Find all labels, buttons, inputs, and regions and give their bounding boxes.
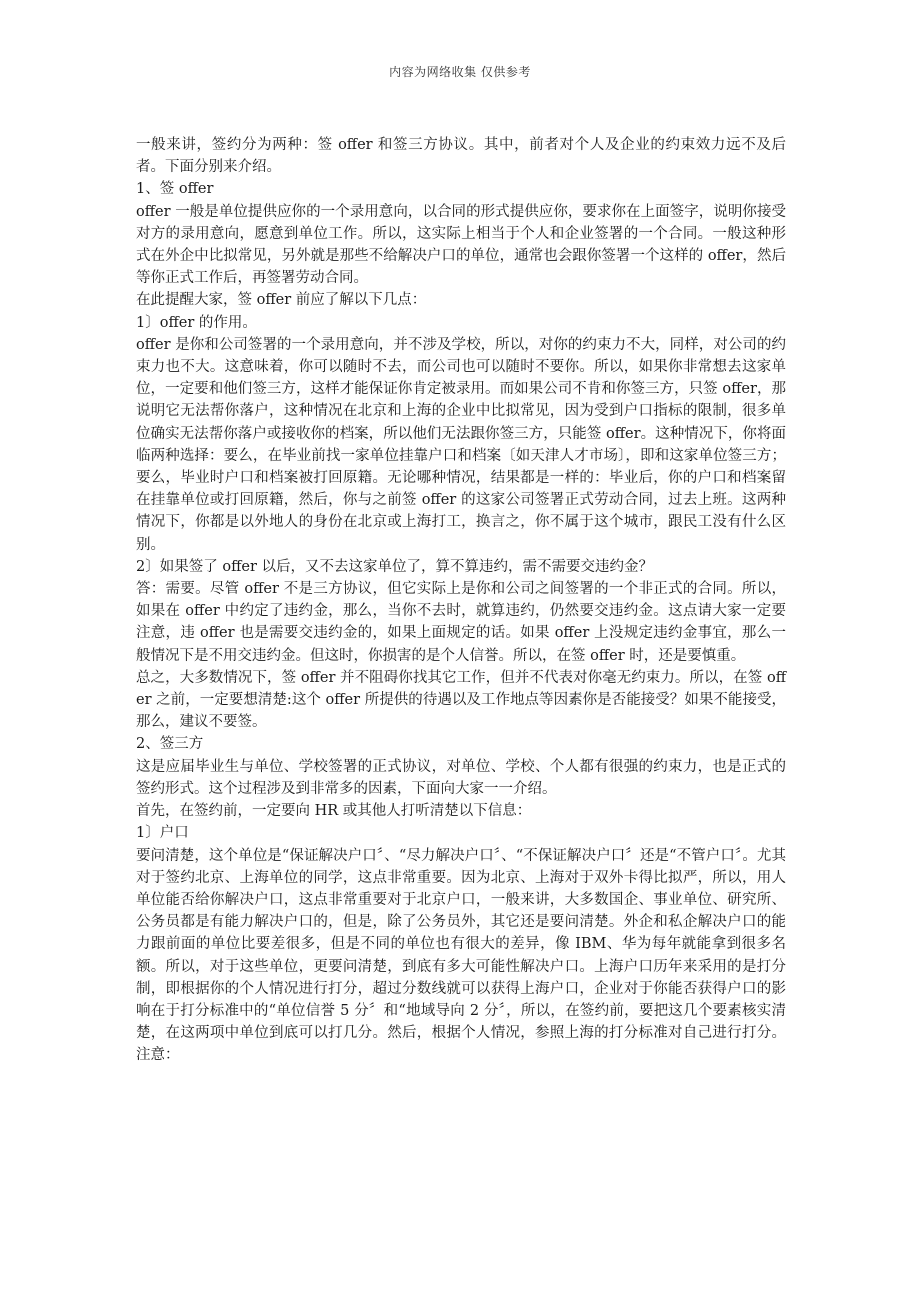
- paragraph-tripartite-definition: 这是应届毕业生与单位、学校签署的正式协议，对单位、学校、个人都有很强的约束力，也是正式的签约形式。这个过程涉及到非常多的因素，下面向大家一一介绍。: [136, 758, 786, 797]
- page-header: 内容为网络收集 仅供参考: [389, 65, 531, 79]
- section-heading-tripartite: 2、签三方: [136, 736, 204, 753]
- paragraph-offer-reminder: 在此提醒大家，签 offer 前应了解以下几点：: [136, 292, 427, 309]
- paragraph-offer-summary: 总之，大多数情况下，签 offer 并不阻碍你找其它工作，但并不代表对你毫无约束力。所以，在签 offer 之前，一定要想清楚:这个 offer 所提供的待遇以及工作地点等因素你是否能接受？如果不能接受，那么，建议不要签。: [136, 669, 786, 731]
- paragraph-offer-role: offer 是你和公司签署的一个录用意向，并不涉及学校，所以，对你的约束力不大，同样，对公司的约束力也不大。这意味着，你可以随时不去，而公司也可以随时不要你。所以，如果你非常想去这家单位，一定要和他们签三方，这样才能保证你肯定被录用。而如果公司不肯和你签三方，只签 offer，那说明它无法帮你落户，这种情况在北京和上海的企业中比拟常见，因为受到户口指标的限制，很多单位确实无法帮你落户或接收你的档案，所以他们无法跟你签三方，只能签 offer。这种情况下，你将面临两种选择：要么，在毕业前找一家单位挂靠户口和档案〔如天津人才市场〕，即和这家单位签三方；要么，毕业时户口和档案被打回原籍。无论哪种情况，结果都是一样的：毕业后，你的户口和档案留在挂靠单位或打回原籍，然后，你与之前签 offer 的这家公司签署正式劳动合同，过去上班。这两种情况下，你都是以外地人的身份在北京或上海打工，换言之，你不属于这个城市，跟民工没有什么区别。: [136, 336, 786, 553]
- paragraph-hukou: 要问清楚，这个单位是“保证解决户口〞、“尽力解决户口〞、“不保证解决户口〞还是“不管户口〞。尤其对于签约北京、上海单位的同学，这点非常重要。因为北京、上海对于双外卡得比拟严，所以，用人单位能否给你解决户口，这点非常重要对于北京户口，一般来讲，大多数国企、事业单位、研究所、公务员都是有能力解决户口的，但是，除了公务员外，其它还是要问清楚。外企和私企解决户口的能力跟前面的单位比要差很多，但是不同的单位也有很大的差异，像 IBM、华为每年就能拿到很多名额。所以，对于这些单位，更要问清楚，到底有多大可能性解决户口。上海户口历年来采用的是打分制，即根据你的个人情况进行打分，超过分数线就可以获得上海户口，企业对于你能否获得户口的影响在于打分标准中的“单位信誉 5 分〞和“地域导向 2 分〞，所以，在签约前，要把这几个要素核实清楚，在这两项中单位到底可以打几分。然后，根据个人情况，参照上海的打分标准对自己进行打分。注意：: [136, 847, 786, 1064]
- paragraph-before-signing: 首先，在签约前，一定要向 HR 或其他人打听清楚以下信息：: [136, 803, 532, 820]
- paragraph-offer-definition: offer 一般是单位提供应你的一个录用意向，以合同的形式提供应你，要求你在上面签字，说明你接受对方的录用意向，愿意到单位工作。所以，这实际上相当于个人和企业签署的一个合同。一般这种形式在外企中比拟常见，另外就是那些不给解决户口的单位，通常也会跟你签署一个这样的 offer，然后等你正式工作后，再签署劳动合同。: [136, 203, 786, 287]
- section-heading-offer: 1、签 offer: [136, 181, 214, 198]
- subheading-offer-role: 1〕offer 的作用。: [136, 314, 257, 331]
- subheading-offer-breach: 2〕如果签了 offer 以后，又不去这家单位了，算不算违约，需不需要交违约金？: [136, 558, 653, 575]
- subheading-hukou: 1〕户口: [136, 825, 189, 842]
- paragraph-offer-breach-answer: 答：需要。尽管 offer 不是三方协议，但它实际上是你和公司之间签署的一个非正式的合同。所以，如果在 offer 中约定了违约金，那么，当你不去时，就算违约，仍然要交违约金。这点请大家一定要注意，违 offer 也是需要交违约金的，如果上面规定的话。如果 offer 上没规定违约金事宜，那么一般情况下是不用交违约金。但这时，你损害的是个人信誉。所以，在签 offer 时，还是要慎重。: [136, 581, 786, 664]
- paragraph-intro: 一般来讲，签约分为两种：签 offer 和签三方协议。其中，前者对个人及企业的约束效力远不及后者。下面分别来介绍。: [136, 137, 786, 176]
- document-body: [136, 134, 786, 1067]
